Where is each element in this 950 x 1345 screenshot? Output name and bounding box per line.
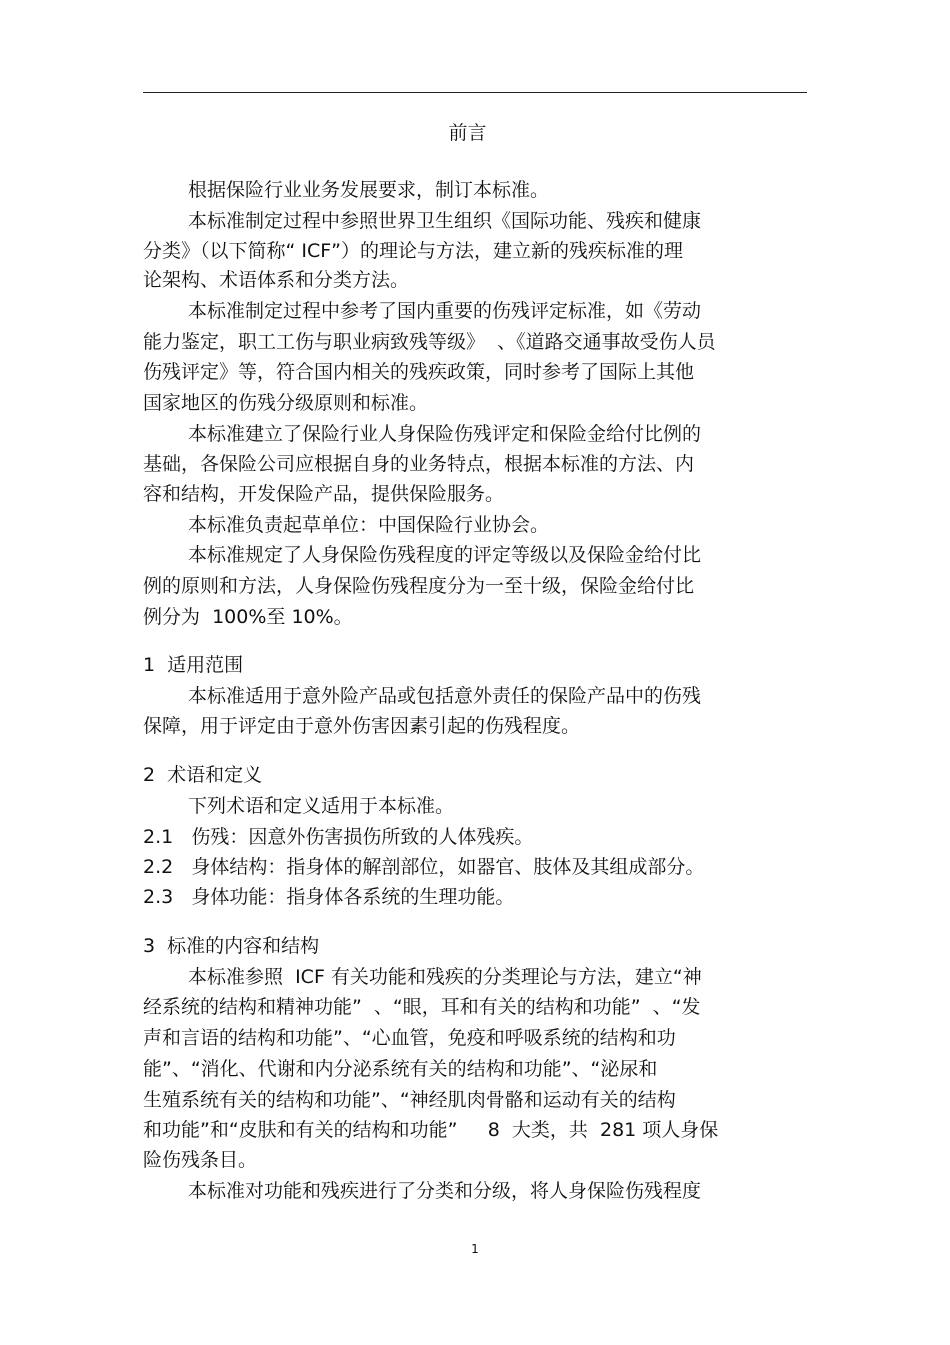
section-3-line: 声和言语的结构和功能”、“心血管，免疫和呼吸系统的结构和功 [143,1027,676,1049]
preface-p3-line: 能力鉴定，职工工伤与职业病致残等级》 、《道路交通事故受伤人员 [143,331,716,353]
page-number: 1 [471,1242,479,1256]
definition-item: 2.3 身体功能：指身体各系统的生理功能。 [143,886,515,908]
preface-p6-line: 例的原则和方法，人身保险伤残程度分为一至十级，保险金给付比 [143,575,695,597]
section-3-heading: 3 标准的内容和结构 [143,935,320,957]
preface-p6-line: 本标准规定了人身保险伤残程度的评定等级以及保险金给付比 [188,544,702,566]
preface-p2-line: 论架构、术语体系和分类方法。 [143,269,410,291]
section-3-line: 和功能”和“皮肤和有关的结构和功能” 8 大类，共 281 项人身保 [143,1119,719,1141]
section-3-line: 经系统的结构和精神功能” 、“眼，耳和有关的结构和功能” 、“发 [143,996,701,1018]
preface-p1-line: 根据保险行业业务发展要求，制订本标准。 [188,179,550,201]
preface-p5-line: 本标准负责起草单位：中国保险行业协会。 [188,514,550,536]
preface-p3-line: 伤残评定》等，符合国内相关的残疾政策，同时参考了国际上其他 [143,361,695,383]
section-3-line: 本标准参照 ICF 有关功能和残疾的分类理论与方法，建立“神 [188,966,702,988]
preface-p2-line: 本标准制定过程中参照世界卫生组织《国际功能、残疾和健康 [188,210,702,232]
header-rule [143,92,807,93]
preface-p4-line: 本标准建立了保险行业人身保险伤残评定和保险金给付比例的 [188,423,702,445]
section-3-line: 本标准对功能和残疾进行了分类和分级，将人身保险伤残程度 [188,1180,702,1202]
definition-item: 2.2 身体结构：指身体的解剖部位，如器官、肢体及其组成部分。 [143,856,705,878]
definition-item: 2.1 伤残：因意外伤害损伤所致的人体残疾。 [143,826,534,848]
section-1-heading: 1 适用范围 [143,654,244,676]
section-3-line: 险伤残条目。 [143,1149,258,1171]
preface-p3-line: 本标准制定过程中参考了国内重要的伤残评定标准，如《劳动 [188,300,702,322]
preface-p6-line: 例分为 100%至 10%。 [143,606,353,628]
section-1-line: 本标准适用于意外险产品或包括意外责任的保险产品中的伤残 [188,685,702,707]
section-3-line: 能”、“消化、代谢和内分泌系统有关的结构和功能”、“泌尿和 [143,1058,658,1080]
page-title: 前言 [448,122,487,144]
section-3-line: 生殖系统有关的结构和功能”、“神经肌肉骨骼和运动有关的结构 [143,1089,676,1111]
section-2-intro: 下列术语和定义适用于本标准。 [188,795,455,817]
preface-p2-line: 分类》（以下简称“ ICF”）的理论与方法，建立新的残疾标准的理 [143,240,684,262]
preface-p4-line: 基础，各保险公司应根据自身的业务特点，根据本标准的方法、内 [143,453,695,475]
preface-p4-line: 容和结构，开发保险产品，提供保险服务。 [143,483,505,505]
section-1-line: 保障，用于评定由于意外伤害因素引起的伤残程度。 [143,715,581,737]
section-2-heading: 2 术语和定义 [143,764,263,786]
preface-p3-line: 国家地区的伤残分级原则和标准。 [143,392,429,414]
